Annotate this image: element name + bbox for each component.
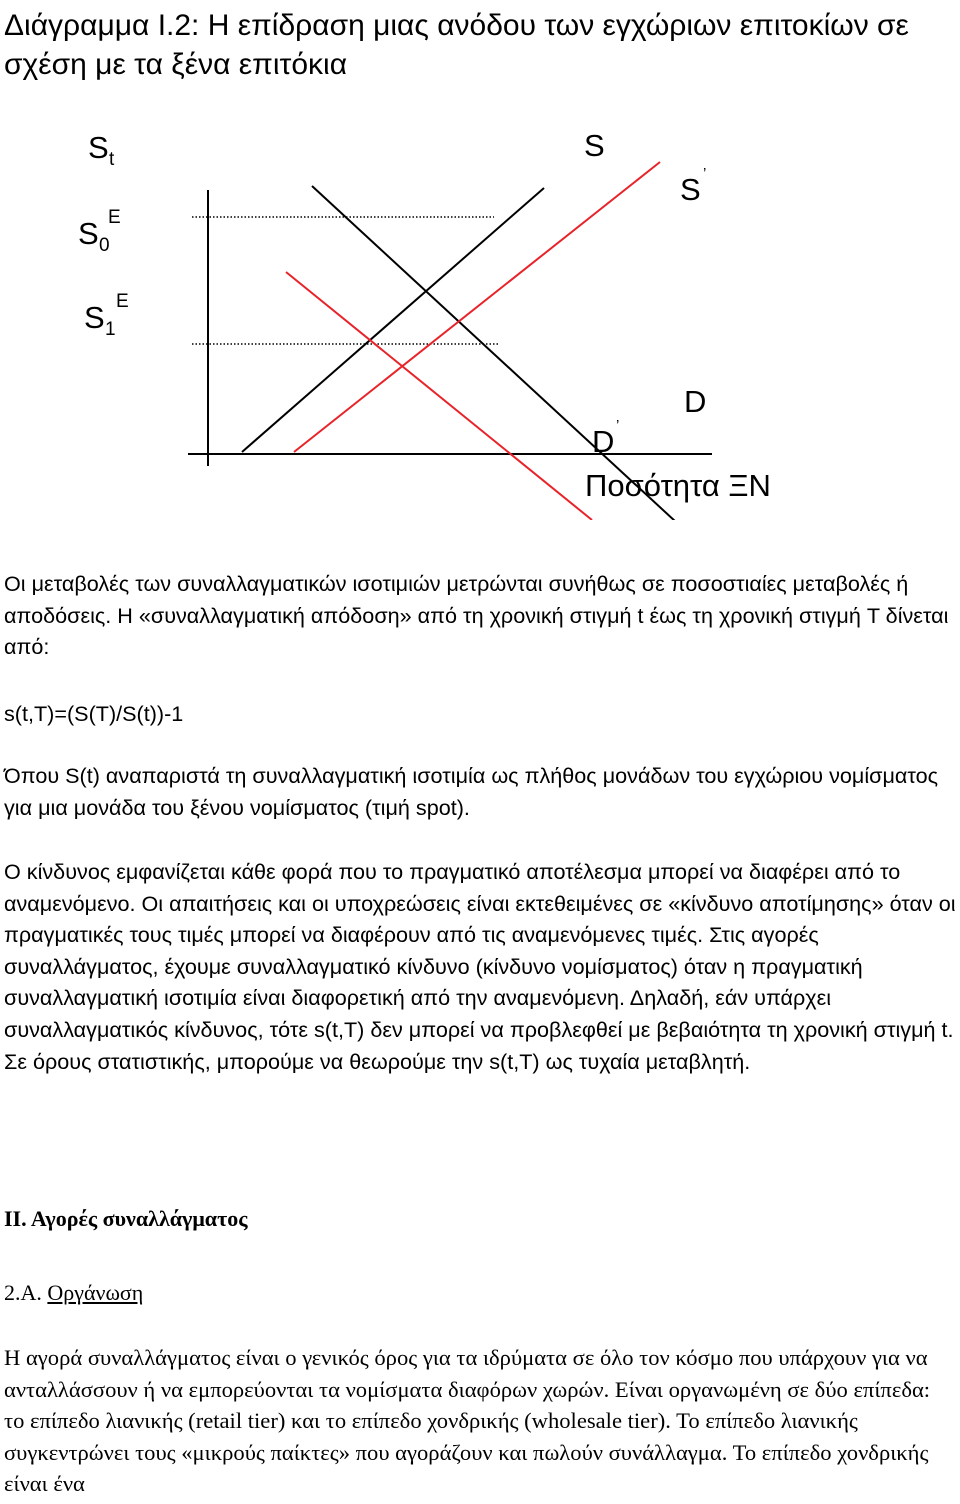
shifted-demand-prime: ’ xyxy=(616,417,620,434)
paragraph-returns: Οι μεταβολές των συναλλαγματικών ισοτιμιών μετρώνται συνήθως σε ποσοστιαίες μεταβολές ή αποδόσεις. Η «συναλλαγματική απόδοση» από τη χρονική στιγμή t έως τη χρονική στιγμή T δίνεται από: xyxy=(4,571,949,660)
shifted-supply-label: S xyxy=(680,172,701,207)
level-1-subscript: 1 xyxy=(105,319,116,340)
subheading xyxy=(4,1280,143,1306)
level-1-superscript: E xyxy=(116,291,129,312)
shifted-supply-curve xyxy=(294,162,660,452)
y-axis-label-subscript: t xyxy=(109,149,115,170)
supply-curve xyxy=(242,188,544,452)
subheading-title: Οργάνωση xyxy=(47,1280,144,1305)
diagram-title: Διάγραμμα Ι.2: Η επίδραση μιας ανόδου των εγχώριων επιτοκίων σε σχέση με τα ξένα επιτόκια xyxy=(4,9,909,81)
demand-label: D xyxy=(684,384,707,419)
paragraph-risk: Ο κίνδυνος εμφανίζεται κάθε φορά που το πραγματικό αποτέλεσμα μπορεί να διαφέρει από το αναμενόμενο. Οι απαιτήσεις και οι υποχρεώσεις είναι εκτεθειμένες σε «κίνδυνο αποτίμησης» όταν οι πραγματικές τους τιμές μπορεί να διαφέρουν από τις αναμενόμενες τιμές. Στις αγορές συναλλάγματος, έχουμε συναλλαγματικό κίνδυνο (κίνδυνο νομίσματος) όταν η πραγματική συναλλαγματική ισοτιμία είναι διαφορετική από την αναμενόμενη. Δηλαδή, εάν υπάρχει συναλλαγματικός κίνδυνος, τότε s(t,T) δεν μπορεί να προβλεφθεί με βεβαιότητα τη χρονική στιγμή t. Σε όρους στατιστικής, μπορούμε να θεωρούμε την s(t,T) ως τυχαία μεταβλητή. xyxy=(4,859,956,1074)
paragraph-market-organization: Η αγορά συναλλάγματος είναι ο γενικός όρος για τα ιδρύματα σε όλο τον κόσμο που υπάρχουν για να ανταλλάσσουν ή να εμπορεύονται τα νομίσματα διαφόρων χωρών. Είναι οργανωμένη σε δύο επίπεδα: το επίπεδο λιανικής (retail tier) και το επίπεδο χονδρικής (wholesale tier). Το επίπεδο λιανικής συγκεντρώνει τους «μικρούς παίκτες» που αγοράζουν και πωλούν συνάλλαγμα. Το επίπεδο χονδρικής είναι ένα xyxy=(4,1345,931,1497)
supply-label: S xyxy=(584,128,605,163)
level-0-subscript: 0 xyxy=(99,235,110,256)
level-0-superscript: E xyxy=(108,207,121,228)
level-0-label: S xyxy=(78,216,99,251)
paragraph-spot-definition: Όπου S(t) αναπαριστά τη συναλλαγματική ισοτιμία ως πλήθος μονάδων του εγχώριου νομίσματος για μια μονάδα του ξένου νομίσματος (τιμή spot). xyxy=(4,763,939,820)
return-formula: s(t,T)=(S(T)/S(t))-1 xyxy=(4,701,184,726)
shifted-demand-label: D xyxy=(592,424,615,459)
section-heading: ΙΙ. Αγορές συναλλάγματος xyxy=(4,1206,248,1231)
y-axis-label: S xyxy=(88,130,109,165)
x-axis-label: Ποσότητα ΞΝ xyxy=(585,468,771,503)
diagram-canvas xyxy=(0,120,960,520)
level-1-label: S xyxy=(84,300,105,335)
shifted-demand-curve xyxy=(286,272,592,520)
shifted-supply-prime: ’ xyxy=(703,165,707,182)
supply-demand-diagram xyxy=(0,120,960,520)
subheading-number: 2.Α. xyxy=(4,1280,42,1305)
